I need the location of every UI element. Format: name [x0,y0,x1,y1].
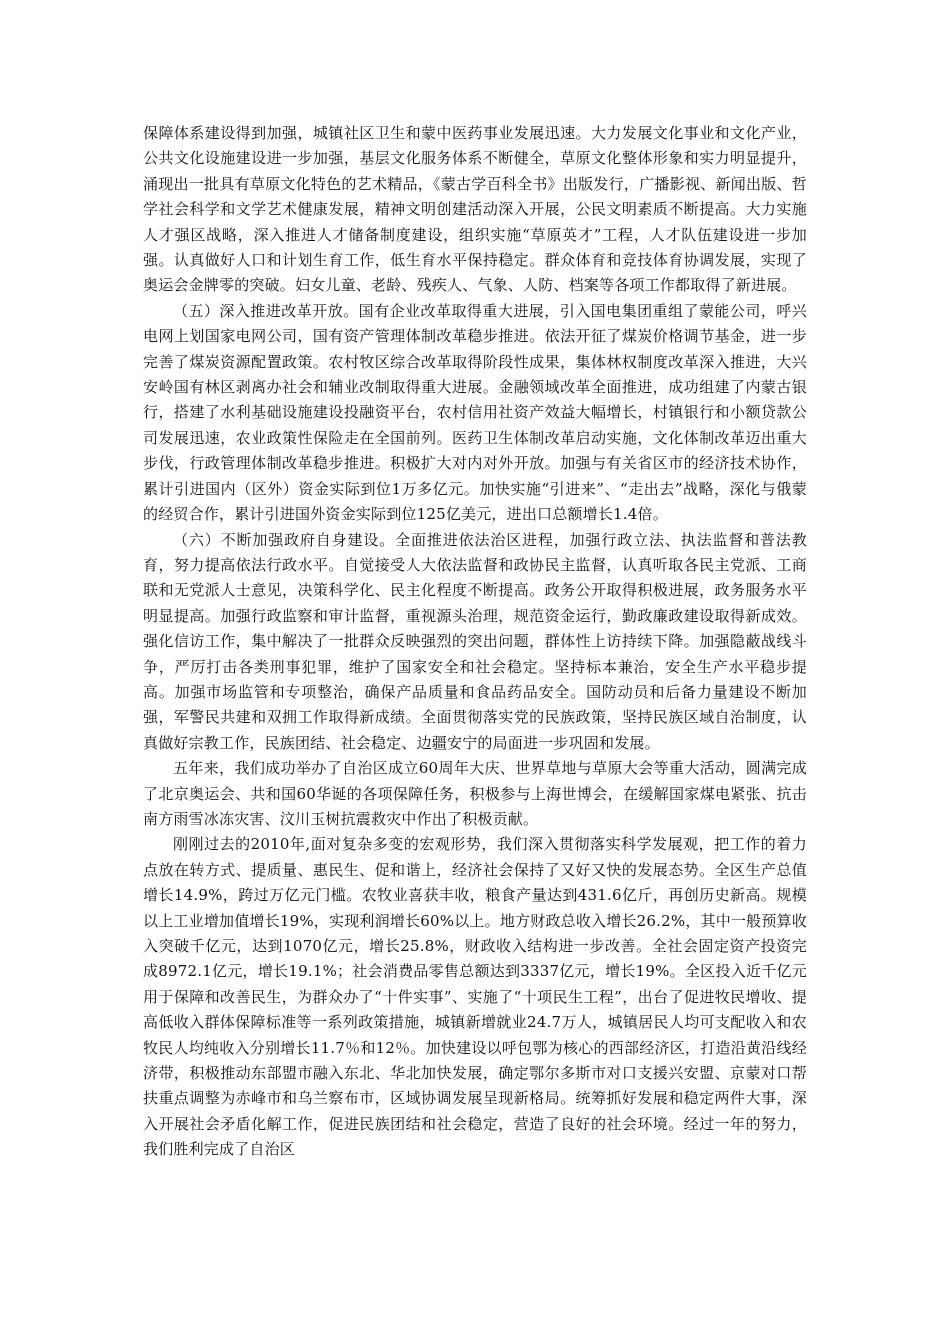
paragraph-five-years: 五年来，我们成功举办了自治区成立60周年大庆、世界草地与草原大会等重大活动，圆满完成了北京奥运会、共和国60华诞的各项保障任务，积极参与上海世博会，在缓解国家煤电紧张、抗击南方雨雪冰冻灾害、汶川玉树抗震救灾中作出了积极贡献。 [143,759,807,828]
paragraph-culture: 保障体系建设得到加强，城镇社区卫生和蒙中医药事业发展迅速。大力发展文化事业和文化产业，公共文化设施建设进一步加强，基层文化服务体系不断健全，草原文化整体形象和实力明显提升，涌现出一批具有草原文化特色的艺术精品，《蒙古学百科全书》出版发行，广播影视、新闻出版、哲学社会科学和文学艺术健康发展，精神文明创建活动深入开展，公民文明素质不断提高。大力实施人才强区战略，深入推进人才储备制度建设，组织实施“草原英才”工程，人才队伍建设进一步加强。认真做好人口和计划生育工作，低生育水平保持稳定。群众体育和竞技体育协调发展，实现了奥运会金牌零的突破。妇女儿童、老龄、残疾人、气象、人防、档案等各项工作都取得了新进展。 [143,124,807,295]
paragraph-2010: 刚刚过去的2010年,面对复杂多变的宏观形势，我们深入贯彻落实科学发展观，把工作的着力点放在转方式、提质量、惠民生、促和谐上，经济社会保持了又好又快的发展态势。全区生产总值增长14.9%，跨过万亿元门槛。农牧业喜获丰收，粮食产量达到431.6亿斤，再创历史新高。规模以上工业增加值增长19%，实现利润增长60%以上。地方财政总收入增长26.2%，其中一般预算收入突破千亿元，达到1070亿元，增长25.8%，财政收入结构进一步改善。全社会固定资产投资完成8972.1亿元，增长19.1%；社会消费品零售总额达到3337亿元，增长19%。全区投入近千亿元用于保障和改善民生，为群众办了“十件实事”、实施了“十项民生工程”，出台了促进牧民增收、提高低收入群体保障标准等一系列政策措施，城镇新增就业24.7万人，城镇居民人均可支配收入和农牧民人均纯收入分别增长11.7％和12％。加快建设以呼包鄂为核心的西部经济区，打造沿黄沿线经济带，积极推动东部盟市融入东北、华北加快发展，确定鄂尔多斯市对口支援兴安盟、京蒙对口帮扶重点调整为赤峰市和乌兰察布市，区域协调发展呈现新格局。统筹抓好发展和稳定两件大事，深入开展社会矛盾化解工作，促进民族团结和社会稳定，营造了良好的社会环境。经过一年的努力，我们胜利完成了自治区 [143,835,807,1159]
paragraph-reform-opening: （五）深入推进改革开放。国有企业改革取得重大进展，引入国电集团重组了蒙能公司，呼兴电网上划国家电网公司，国有资产管理体制改革稳步推进。依法开征了煤炭价格调节基金，进一步完善了煤炭资源配置政策。农村牧区综合改革取得阶段性成果，集体林权制度改革深入推进，大兴安岭国有林区剥离办社会和辅业改制取得重大进展。金融领域改革全面推进，成功组建了内蒙古银行，搭建了水利基础设施建设投融资平台，农村信用社资产效益大幅增长，村镇银行和小额贷款公司发展迅速，农业政策性保险走在全国前列。医药卫生体制改革启动实施，文化体制改革迈出重大步伐，行政管理体制改革稳步推进。积极扩大对内对外开放。加强与有关省区市的经济技术协作，累计引进国内（区外）资金实际到位1万多亿元。加快实施“引进来”、“走出去”战略，深化与俄蒙的经贸合作，累计引进国外资金实际到位125亿美元，进出口总额增长1.4倍。 [143,301,807,524]
document-page [143,121,807,1163]
paragraph-government-building: （六）不断加强政府自身建设。全面推进依法治区进程，加强行政立法、执法监督和普法教育，努力提高依法行政水平。自觉接受人大依法监督和政协民主监督，认真听取各民主党派、工商联和无党派人士意见，决策科学化、民主化程度不断提高。政务公开取得积极进展，政务服务水平明显提高。加强行政监察和审计监督，重视源头治理，规范资金运行，勤政廉政建设取得新成效。强化信访工作，集中解决了一批群众反映强烈的突出问题，群体性上访持续下降。加强隐蔽战线斗争，严厉打击各类刑事犯罪，维护了国家安全和社会稳定。坚持标本兼治，安全生产水平稳步提高。加强市场监管和专项整治，确保产品质量和食品药品安全。国防动员和后备力量建设不断加强，军警民共建和双拥工作取得新成绩。全面贯彻落实党的民族政策，坚持民族区域自治制度，认真做好宗教工作，民族团结、社会稳定、边疆安宁的局面进一步巩固和发展。 [143,530,807,752]
